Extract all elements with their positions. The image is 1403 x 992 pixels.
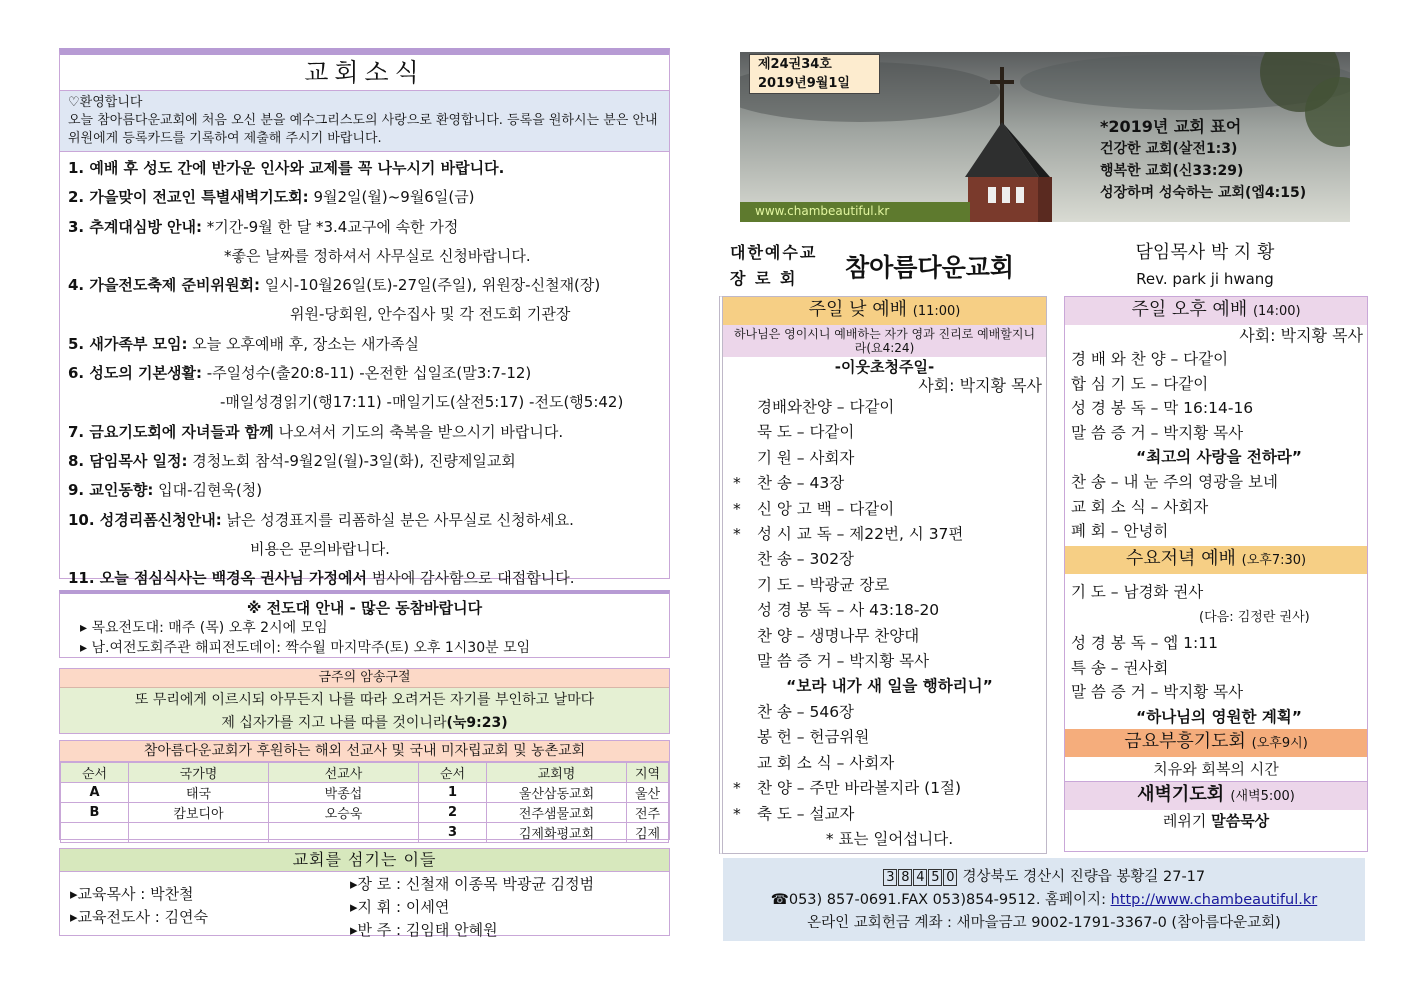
order-item: 교 회 소 식 – 사회자 [757, 753, 895, 772]
column-header: 지역 [627, 763, 669, 783]
order-item: 말 씀 증 거 – 박지황 목사 [757, 652, 930, 671]
news-item: 4. 가을전도축제 준비위원회: 일시-10월26일(토)-27일(주일), 위원장-신철재(장) [68, 276, 601, 295]
issue-number: 제24권34호 [758, 57, 832, 72]
pastor-name: 담임목사 박 지 황 [1135, 242, 1275, 263]
friday-prayer-header: 금요부흥기도회 (오후9시) [1065, 729, 1367, 757]
verse-line: 제 십자가를 지고 나를 따를 것이니라(눅9:23) [221, 715, 508, 731]
sermon-title: “최고의 사랑을 전하라” [1136, 448, 1302, 467]
servants-left [70, 883, 208, 929]
news-item-cont: -매일성경읽기(행17:11) -매일기도(살전5:17) -전도(행5:42) [220, 393, 624, 412]
service-quote: 하나님은 영이시니 예배하는 자가 영과 진리로 예배할지니라(요4:24) [723, 325, 1046, 357]
news-item: 5. 새가족부 모임: 오늘 오후예배 후, 장소는 새가족실 [68, 334, 420, 353]
column-header: 국가명 [129, 763, 269, 783]
guide-title: ※ 전도대 안내 - 많은 동참바랍니다 [246, 599, 483, 617]
welcome-text: 오늘 참아름다운교회에 처음 오신 분을 예수그리스도의 사랑으로 환영합니다. 등록을 원하시는 분은 안내위원에게 등록카드를 기록하여 제출해 주시기 바랍니다. [68, 113, 658, 146]
order-item: 기 도 – 박광균 장로 [757, 575, 890, 594]
news-item: 11. 오늘 점심식사는 백경옥 권사님 가정에서 범사에 감사함으로 대접합니다. [68, 569, 575, 588]
table-cell: A [61, 783, 129, 803]
table-cell: 3 [419, 823, 487, 843]
table-cell: 태국 [129, 783, 269, 803]
mission-table [60, 762, 669, 843]
order-of-worship [1065, 347, 1367, 544]
news-item: 7. 금요기도회에 자녀들과 함께 나오셔서 기도의 축복을 받으시기 바랍니다. [68, 422, 564, 441]
mission-title: 참아름다운교회가 후원하는 해외 선교사 및 국내 미자립교회 및 농촌교회 [60, 741, 669, 762]
verse-body [60, 688, 669, 735]
order-item: 성 경 봉 독 – 사 43:18-20 [757, 601, 940, 620]
order-item: 찬 송 – 302장 [757, 550, 855, 569]
wednesday-service [1065, 546, 1367, 730]
table-cell: B [61, 803, 129, 823]
senior-pastor [1100, 240, 1310, 292]
table-row [61, 823, 669, 843]
guide-line: ▸ 목요전도대: 매주 (목) 오후 2시에 모임 [80, 620, 328, 636]
order-item: (다음: 김정란 권사) [1199, 610, 1310, 626]
welcome-title: ♡환영합니다 [68, 95, 143, 110]
table-cell: 전주샘물교회 [487, 803, 627, 823]
motto-title: *2019년 교회 표어 [1100, 117, 1242, 136]
dawn-prayer-body: 레위기 말씀묵상 [1162, 812, 1270, 831]
news-item: 6. 성도의 기본생활: -주일성수(출20:8-11) -온전한 십일조(말3:7-12) [68, 364, 532, 383]
order-item: 합 심 기 도 – 다같이 [1071, 374, 1209, 393]
address: 경상북도 경산시 진량읍 봉황길 27-17 [962, 869, 1206, 885]
denomination [730, 240, 817, 292]
church-name: 참아름다운교회 [845, 253, 1015, 282]
issue-badge [749, 54, 880, 94]
service-leader: 사회: 박지황 목사 [1239, 326, 1363, 345]
table-cell: 캄보디아 [129, 803, 269, 823]
news-item: 2. 가을맞이 전교인 특별새벽기도회: 9월2일(월)~9월6일(금) [68, 188, 475, 207]
address-line [723, 866, 1365, 889]
service-leader: 사회: 박지황 목사 [918, 376, 1042, 395]
table-cell: 김제화평교회 [487, 823, 627, 843]
stand-marker: * [733, 804, 741, 823]
order-item: * 찬 양 – 주만 바라볼지라 (1절) [733, 776, 1046, 801]
order-item: 찬 송 – 546장 [757, 702, 855, 721]
order-item: 특 송 – 권사회 [1071, 658, 1169, 677]
table-cell [269, 823, 419, 843]
denomination-line: 대한예수교 [730, 243, 818, 262]
servant-line: ▸지 휘 : 이세연 [350, 898, 450, 916]
church-motto [1100, 116, 1306, 204]
news-item: 1. 예배 후 성도 간에 반가운 인사와 교제를 꼭 나누시기 바랍니다. [68, 159, 505, 177]
table-row [61, 783, 669, 803]
order-item: * 성 시 교 독 – 제22번, 시 37편 [733, 522, 1046, 547]
table-cell: 1 [419, 783, 487, 803]
friday-prayer-body: 치유와 회복의 시간 [1065, 757, 1367, 782]
standing-note: * 표는 일어섭니다. [825, 829, 954, 848]
verse-title: 금주의 암송구절 [60, 669, 669, 688]
motto-line: 건강한 교회(살전1:3) [1100, 141, 1238, 157]
news-item-cont: 비용은 문의바랍니다. [250, 539, 390, 558]
zip-code: 3 8 4 5 0 [883, 869, 963, 885]
order-item: 성 경 봉 독 – 막 16:14-16 [1071, 399, 1254, 418]
sermon-title: “하나님의 영원한 계획” [1136, 707, 1302, 726]
news-list [60, 152, 669, 595]
order-item: 교 회 소 식 – 사회자 [1071, 497, 1209, 516]
stand-marker: * [733, 474, 741, 493]
table-cell: 박종섭 [269, 783, 419, 803]
servant-line: ▸장 로 : 신철재 이종목 박광균 김정범 [350, 875, 595, 893]
news-item: 8. 담임목사 일정: 경청노회 참석-9월2일(월)-3일(화), 진량제일교회 [68, 451, 516, 470]
news-item: 9. 교인동향: 입대-김현욱(청) [68, 481, 263, 500]
denomination-line: 장 로 회 [730, 269, 798, 288]
church-contact-footer [723, 858, 1365, 941]
service-subtitle: -이웃초청주일- [834, 358, 935, 376]
verse-ref: (눅9:23) [446, 715, 508, 731]
news-title: 교회소식 [60, 55, 669, 91]
banner-website: www.chambeautiful.kr [755, 204, 890, 218]
welcome-box [60, 91, 669, 152]
order-item: 말 씀 증 거 – 박지황 목사 [1071, 423, 1244, 442]
news-item: 10. 성경리폼신청안내: 낡은 성경표지를 리폼하실 분은 사무실로 신청하세요. [68, 510, 574, 529]
order-item: 기 도 – 남경화 권사 [1071, 582, 1204, 601]
order-item: 기 원 – 사회자 [757, 448, 855, 467]
table-cell: 2 [419, 803, 487, 823]
pastor-name-en: Rev. park ji hwang [1136, 270, 1274, 288]
servants-right [350, 873, 594, 942]
table-cell [129, 823, 269, 843]
afternoon-services-column [1064, 296, 1368, 852]
service-header: 수요저녁 예배 (오후7:30) [1065, 546, 1367, 574]
service-header: 주일 낮 예배 (11:00) [723, 297, 1046, 325]
table-header-row [61, 763, 669, 783]
stand-marker: * [733, 525, 741, 544]
order-item: * 신 앙 고 백 – 다같이 [733, 497, 1046, 522]
table-cell [61, 823, 129, 843]
homepage-link[interactable]: http://www.chambeautiful.kr [1110, 892, 1318, 908]
table-cell: 울산삼동교회 [487, 783, 627, 803]
news-item-cont: *좋은 날짜를 정하셔서 사무실로 신청바랍니다. [224, 246, 531, 265]
guide-line: ▸ 남.여전도회주관 해피전도데이: 짝수월 마지막주(토) 오후 1시30분 모임 [80, 640, 531, 656]
dawn-prayer-header: 새벽기도회 (새벽5:00) [1065, 782, 1367, 810]
servants-box [59, 848, 670, 939]
table-row [61, 803, 669, 823]
church-news-box [59, 48, 670, 588]
verse-line: 또 무리에게 이르시되 아무든지 나를 따라 오려거든 자기를 부인하고 날마다 [134, 692, 595, 708]
mission-support-box [59, 740, 670, 840]
sermon-title: “보라 내가 새 일을 행하리니” [786, 677, 993, 696]
column-header: 순서 [61, 763, 129, 783]
news-item: 3. 추계대심방 안내: *기간-9월 한 달 *3.4교구에 속한 가정 [68, 217, 459, 236]
table-cell: 전주 [627, 803, 669, 823]
phone-line: ☎053) 857-0691.FAX 053)854-9512. 홈페이지: http://www.chambeautiful.kr [770, 892, 1318, 908]
service-header: 주일 오후 예배 (14:00) [1065, 297, 1367, 325]
order-item: 폐 회 – 안녕히 [1071, 522, 1169, 541]
order-item: 성 경 봉 독 – 엡 1:11 [1071, 633, 1218, 652]
evangelism-guide [59, 590, 670, 658]
servant-line: ▸교육목사 : 박찬철 [70, 885, 194, 903]
order-item: 경 배 와 찬 양 – 다같이 [1071, 350, 1229, 368]
order-item: 찬 송 – 내 눈 주의 영광을 보네 [1071, 472, 1278, 491]
memory-verse-box [59, 668, 670, 734]
order-item: 말 씀 증 거 – 박지황 목사 [1071, 683, 1244, 702]
order-item: * 축 도 – 설교자 [733, 802, 1046, 827]
motto-line: 성장하며 성숙하는 교회(엡4:15) [1100, 185, 1307, 201]
account-line: 온라인 교회헌금 계좌 : 새마을금고 9002-1791-3367-0 (참아름다운교회) [807, 915, 1281, 931]
sunday-morning-service [719, 296, 1047, 854]
column-header: 순서 [419, 763, 487, 783]
servant-line: ▸반 주 : 김임태 안혜원 [350, 921, 498, 939]
order-of-worship [1065, 574, 1367, 730]
news-item-cont: 위원-당회원, 안수집사 및 각 전도회 기관장 [290, 305, 571, 324]
stand-marker: * [733, 499, 741, 518]
table-cell: 김제 [627, 823, 669, 843]
servants-title: 교회를 섬기는 이들 [60, 849, 669, 872]
table-cell: 울산 [627, 783, 669, 803]
order-of-worship [723, 395, 1046, 852]
servant-line: ▸교육전도사 : 김연숙 [70, 908, 209, 926]
issue-date: 2019년9월1일 [758, 76, 850, 91]
order-item: 찬 양 – 생명나무 찬양대 [757, 626, 920, 645]
order-item: 묵 도 – 다같이 [757, 423, 855, 442]
order-item: * 찬 송 – 43장 [733, 471, 1046, 496]
stand-marker: * [733, 779, 741, 798]
motto-line: 행복한 교회(신33:29) [1100, 163, 1244, 179]
order-item: 경배와찬양 – 다같이 [757, 398, 895, 416]
column-header: 선교사 [269, 763, 419, 783]
order-item: 봉 헌 – 헌금위원 [757, 728, 870, 747]
column-header: 교회명 [487, 763, 627, 783]
table-cell: 오승욱 [269, 803, 419, 823]
